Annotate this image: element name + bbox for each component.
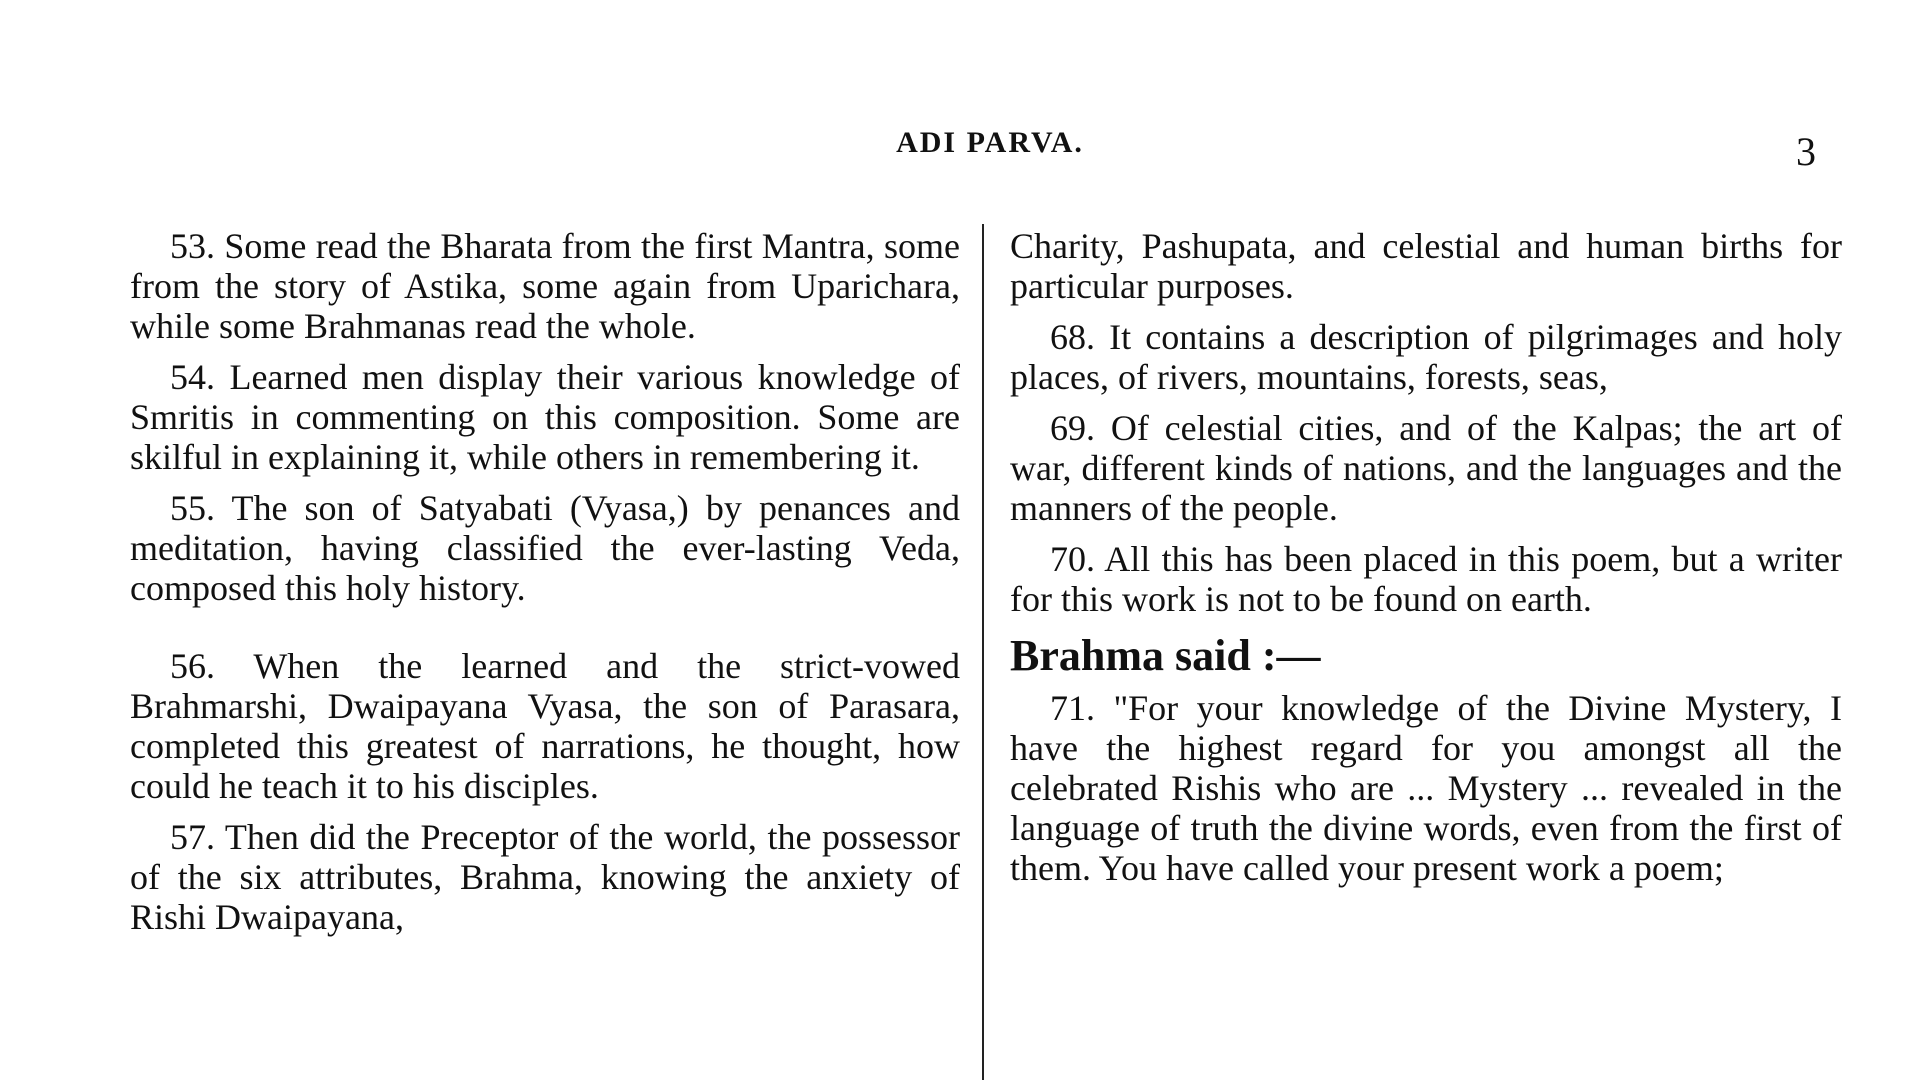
verse-53: 53. Some read the Bharata from the first Mantra, some from the story of Astika, some again from Uparichara, while some Brahmanas read the whole. <box>130 226 960 346</box>
verse-70: 70. All this has been placed in this poem, but a writer for this work is not to be found on earth. <box>1010 539 1842 619</box>
page-number: 3 <box>1796 129 1816 174</box>
verse-68: 68. It contains a description of pilgrimages and holy places, of rivers, mountains, forests, seas, <box>1010 317 1842 397</box>
right-column <box>1010 226 1842 899</box>
verse-54: 54. Learned men display their various knowledge of Smritis in commenting on this composition. Some are skilful in explaining it, while others in remembering it. <box>130 357 960 477</box>
verse-67-continued: Charity, Pashupata, and celestial and human births for particular purposes. <box>1010 226 1842 306</box>
verse-71: 71. "For your knowledge of the Divine Mystery, I have the highest regard for you amongst all the celebrated Rishis who are ... Mystery ... revealed in the language of truth the divine words, even from the first of them. You have called your present work a poem; <box>1010 688 1842 888</box>
brahma-said-heading: Brahma said :— <box>1010 631 1321 680</box>
verse-69: 69. Of celestial cities, and of the Kalpas; the art of war, different kinds of nations, and the languages and the manners of the people. <box>1010 408 1842 528</box>
verse-57: 57. Then did the Preceptor of the world, the possessor of the six attributes, Brahma, knowing the anxiety of Rishi Dwaipayana, <box>130 817 960 937</box>
left-column <box>130 226 960 948</box>
page-header <box>130 126 1850 174</box>
verse-56: 56. When the learned and the strict-vowed Brahmarshi, Dwaipayana Vyasa, the son of Parasara, completed this greatest of narrations, he thought, how could he teach it to his disciples. <box>130 646 960 806</box>
verse-55: 55. The son of Satyabati (Vyasa,) by penances and meditation, having classified the ever-lasting Veda, composed this holy history. <box>130 488 960 608</box>
column-divider <box>982 224 984 1080</box>
running-title: ADI PARVA. <box>896 126 1084 159</box>
